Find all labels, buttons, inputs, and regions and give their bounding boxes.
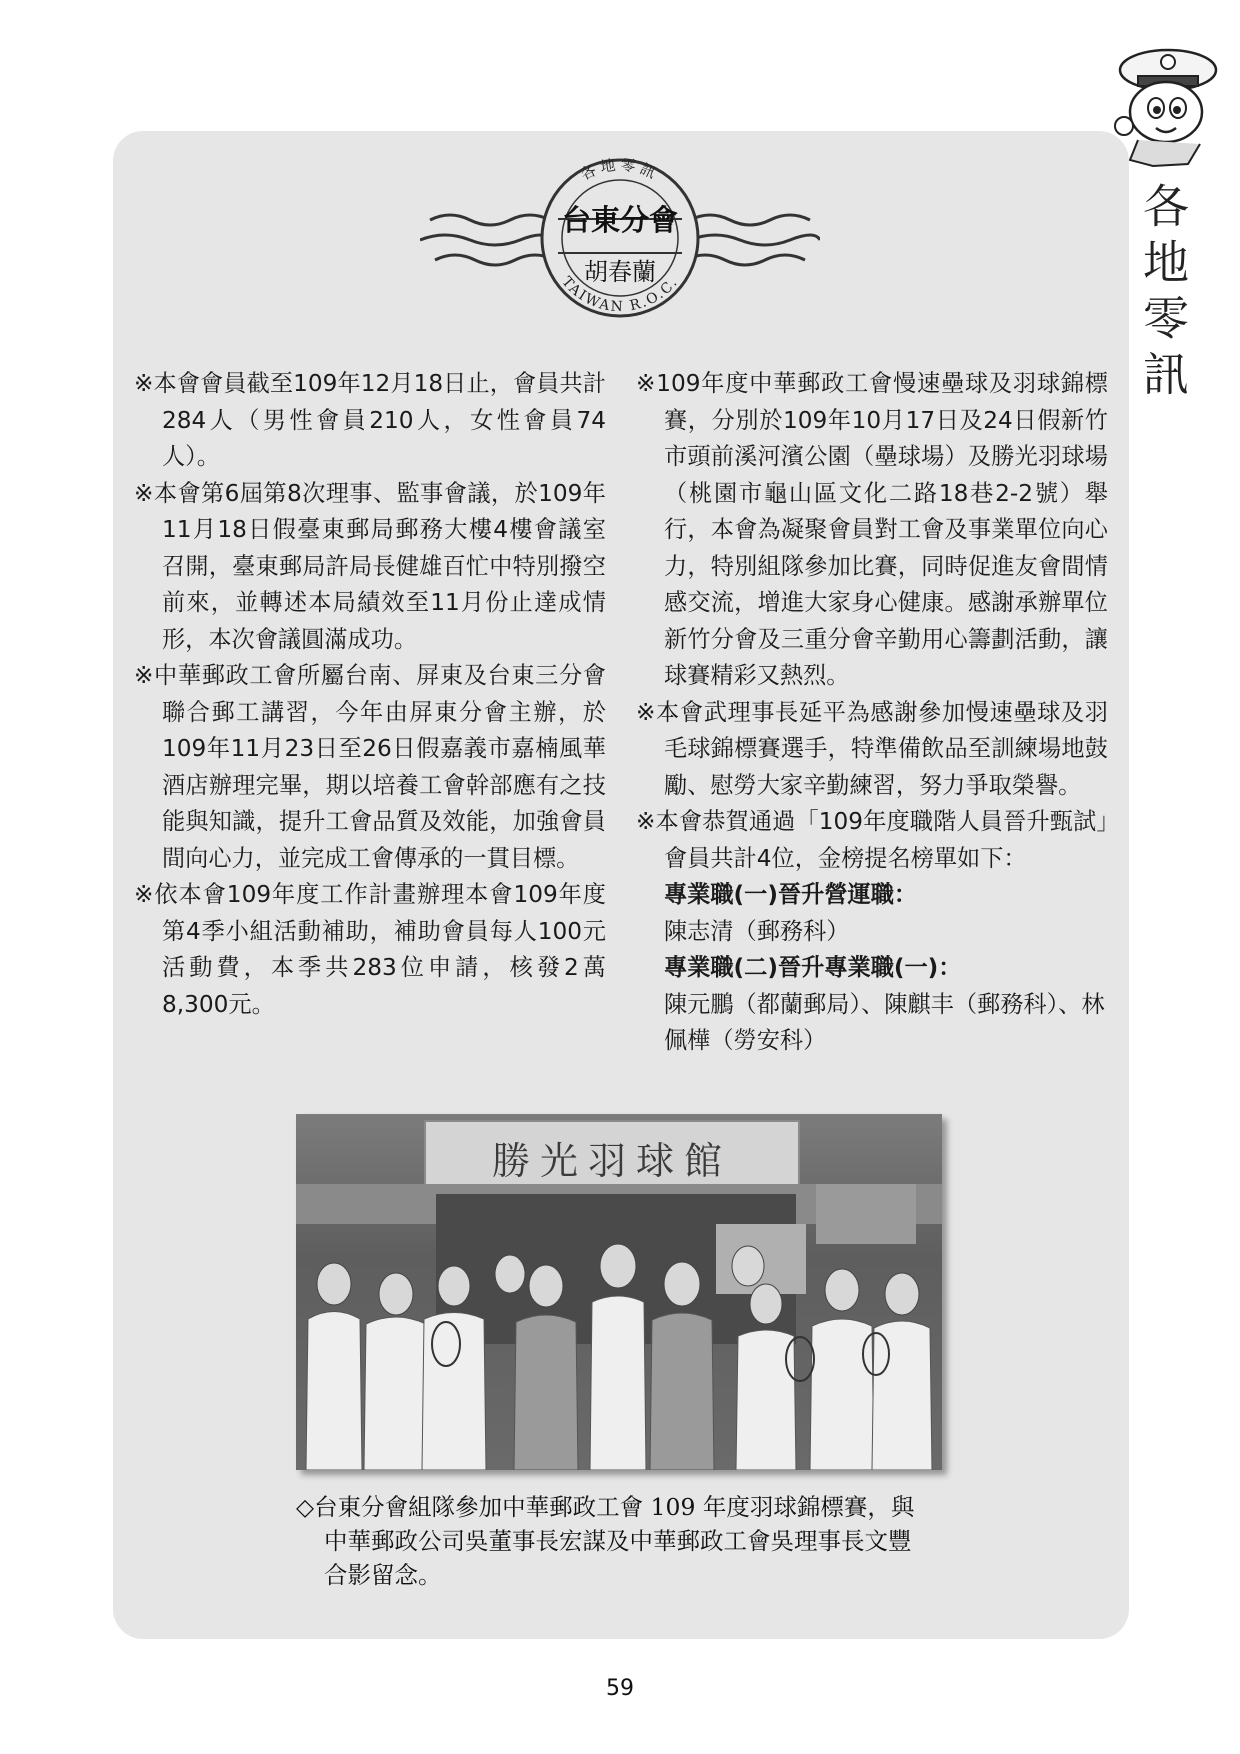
author-name: 胡春蘭 [584, 258, 656, 286]
postmark-header [420, 140, 820, 330]
postmark-bottom-arc: TAIWAN R.O.C. [558, 273, 682, 316]
group-photo-people [296, 1114, 942, 1470]
section-title-vertical: 各地零訊 [1136, 182, 1190, 406]
postmark-top-arc: 各地零訊 [577, 155, 663, 184]
news-item: ※109年度中華郵政工會慢速壘球及羽球錦標賽，分別於109年10月17日及24日假新竹市頭前溪河濱公園（壘球場）及勝光羽球場（桃園市龜山區文化二路18巷2-2號）舉行，本會為凝聚會員對工會及事業單位向心力，特別組隊參加比賽，同時促進友會間情感交流，增進大家身心健康。感謝承辦單位新竹分會及三重分會辛勤用心籌劃活動，讓球賽精彩又熱烈。 [636, 370, 1108, 689]
gym-sign-text: 勝光羽球館 [491, 1139, 732, 1183]
caption-line-3: 合影留念。 [324, 1561, 442, 1589]
photo-caption [296, 1490, 956, 1592]
caption-line-2: 中華郵政公司吳董事長宏謀及中華郵政工會吳理事長文豐 [324, 1527, 912, 1555]
caption-line-1: ◇台東分會組隊參加中華郵政工會 109 年度羽球錦標賽，與 [296, 1493, 915, 1521]
promotion-heading-2: 專業職(二)晉升專業職(一)： [664, 954, 962, 981]
promotion-heading-1: 專業職(一)晉升營運職： [664, 881, 918, 908]
promotion-names-2: 陳元鵬（都蘭郵局）、陳麒丰（郵務科）、林佩樺（勞安科） [664, 990, 1105, 1054]
news-item: ※本會恭賀通過「109年度職階人員晉升甄試」會員共計4位，金榜提名榜單如下： [636, 808, 1108, 872]
news-item: ※中華郵政工會所屬台南、屏東及台東三分會聯合郵工講習，今年由屏東分會主辦，於109年11月23日至26日假嘉義市嘉楠風華酒店辦理完畢，期以培養工會幹部應有之技能與知識，提升工會品質及效能，加強會員間向心力，並完成工會傳承的一貫目標。 [134, 662, 606, 872]
branch-title: 台東分會 [561, 203, 678, 237]
right-column [636, 366, 1108, 1060]
news-item: ※本會武理事長延平為感謝參加慢速壘球及羽毛球錦標賽選手，特準備飲品至訓練場地鼓勵、慰勞大家辛勤練習，努力爭取榮譽。 [636, 698, 1108, 799]
news-item: ※本會第6屆第8次理事、監事會議，於109年11月18日假臺東郵局郵務大樓4樓會議室召開，臺東郵局許局長健雄百忙中特別撥空前來，並轉述本局績效至11月份止達成情形，本次會議圓滿成功。 [134, 479, 606, 653]
news-item: ※本會會員截至109年12月18日止，會員共計284人（男性會員210人，女性會員74人）。 [134, 370, 606, 470]
left-column [134, 366, 606, 1023]
promotion-names-1: 陳志清（郵務科） [664, 917, 850, 945]
page-number: 59 [606, 1676, 634, 1701]
group-photo [296, 1114, 942, 1470]
news-item: ※依本會109年度工作計畫辦理本會109年度第4季小組活動補助，補助會員每人100元活動費，本季共283位申請，核發2萬8,300元。 [134, 881, 606, 1018]
